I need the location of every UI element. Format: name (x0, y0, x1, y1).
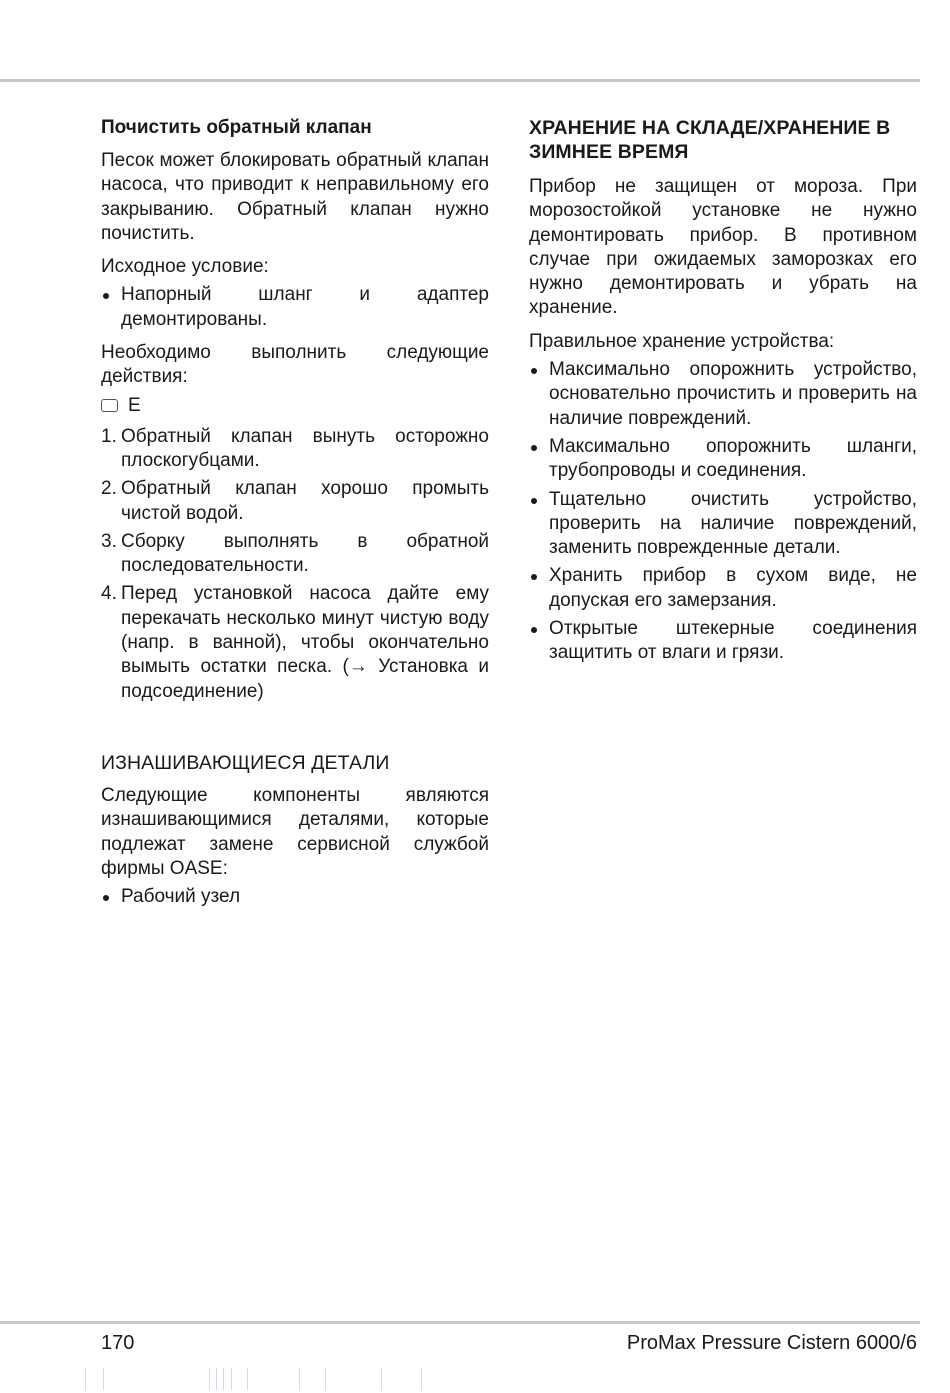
wear-parts-intro: Следующие компоненты являются изнашивающимися деталями, которые подлежат замене сервисной службой фирмы OASE: (101, 784, 489, 879)
pliers-tool-icon (101, 399, 118, 412)
tool-label: E (128, 394, 141, 416)
step-number: 3. (101, 530, 117, 552)
storage-title: ХРАНЕНИЕ НА СКЛАДЕ/ХРАНЕНИЕ В ЗИМНЕЕ ВРЕМЯ (529, 117, 891, 163)
valve-intro: Песок может блокировать обратный клапан насоса, что приводит к неправильному его закрыванию. Обратный клапан нужно почистить. (101, 150, 489, 244)
step-item (101, 477, 489, 526)
list-item: Максимально опорожнить устройство, основательно прочистить и проверить на наличие повреждений. (529, 358, 917, 431)
storage-list (529, 358, 917, 666)
valve-title: Почистить обратный клапан (101, 117, 372, 138)
storage-label: Правильное хранение устройства: (529, 330, 835, 352)
list-item: Максимально опорожнить шланги, трубопроводы и соединения. (529, 435, 917, 484)
list-item: Рабочий узел (101, 885, 489, 909)
wear-parts-title: ИЗНАШИВАЮЩИЕСЯ ДЕТАЛИ (101, 751, 390, 774)
list-item: Напорный шланг и адаптер демонтированы. (101, 283, 489, 332)
wear-parts-list (101, 885, 489, 909)
step-item (101, 582, 489, 703)
step-number: 1. (101, 425, 117, 447)
product-name: ProMax Pressure Cistern 6000/6 (626, 1332, 917, 1354)
page-number: 170 (101, 1332, 135, 1354)
step-number: 2. (101, 478, 117, 500)
step-item (101, 530, 489, 579)
step-item (101, 425, 489, 474)
precondition-label: Исходное условие: (101, 256, 269, 278)
right-column (529, 116, 917, 675)
step-text: Обратный клапан хорошо промыть чистой водой. (121, 478, 489, 524)
list-item: Тщательно очистить устройство, проверить на наличие повреждений, заменить поврежденные детали. (529, 488, 917, 561)
tool-indicator (101, 394, 489, 418)
left-column (101, 116, 489, 918)
header-rule (0, 79, 920, 82)
step-number: 4. (101, 583, 117, 605)
step-text: Перед установкой насоса дайте ему перекачать несколько минут чистую воду (напр. в ванной), чтобы окончательно вымыть остатки песка. (→ Установка и подсоединение) (121, 583, 489, 702)
precondition-list (101, 283, 489, 332)
step-text: Сборку выполнять в обратной последовательности. (121, 530, 489, 577)
print-marks (85, 1368, 445, 1390)
actions-label: Необходимо выполнить следующие действия: (101, 342, 489, 388)
footer-rule (0, 1321, 920, 1324)
step-text: Обратный клапан вынуть осторожно плоскогубцами. (121, 425, 489, 471)
steps-list (101, 425, 489, 704)
list-item: Хранить прибор в сухом виде, не допуская его замерзания. (529, 564, 917, 613)
list-item: Открытые штекерные соединения защитить от влаги и грязи. (529, 617, 917, 666)
storage-intro: Прибор не защищен от мороза. При морозостойкой установке не нужно демонтировать прибор. В противном случае при ожидаемых заморозках его нужно демонтировать и убрать на хранение. (529, 176, 917, 319)
